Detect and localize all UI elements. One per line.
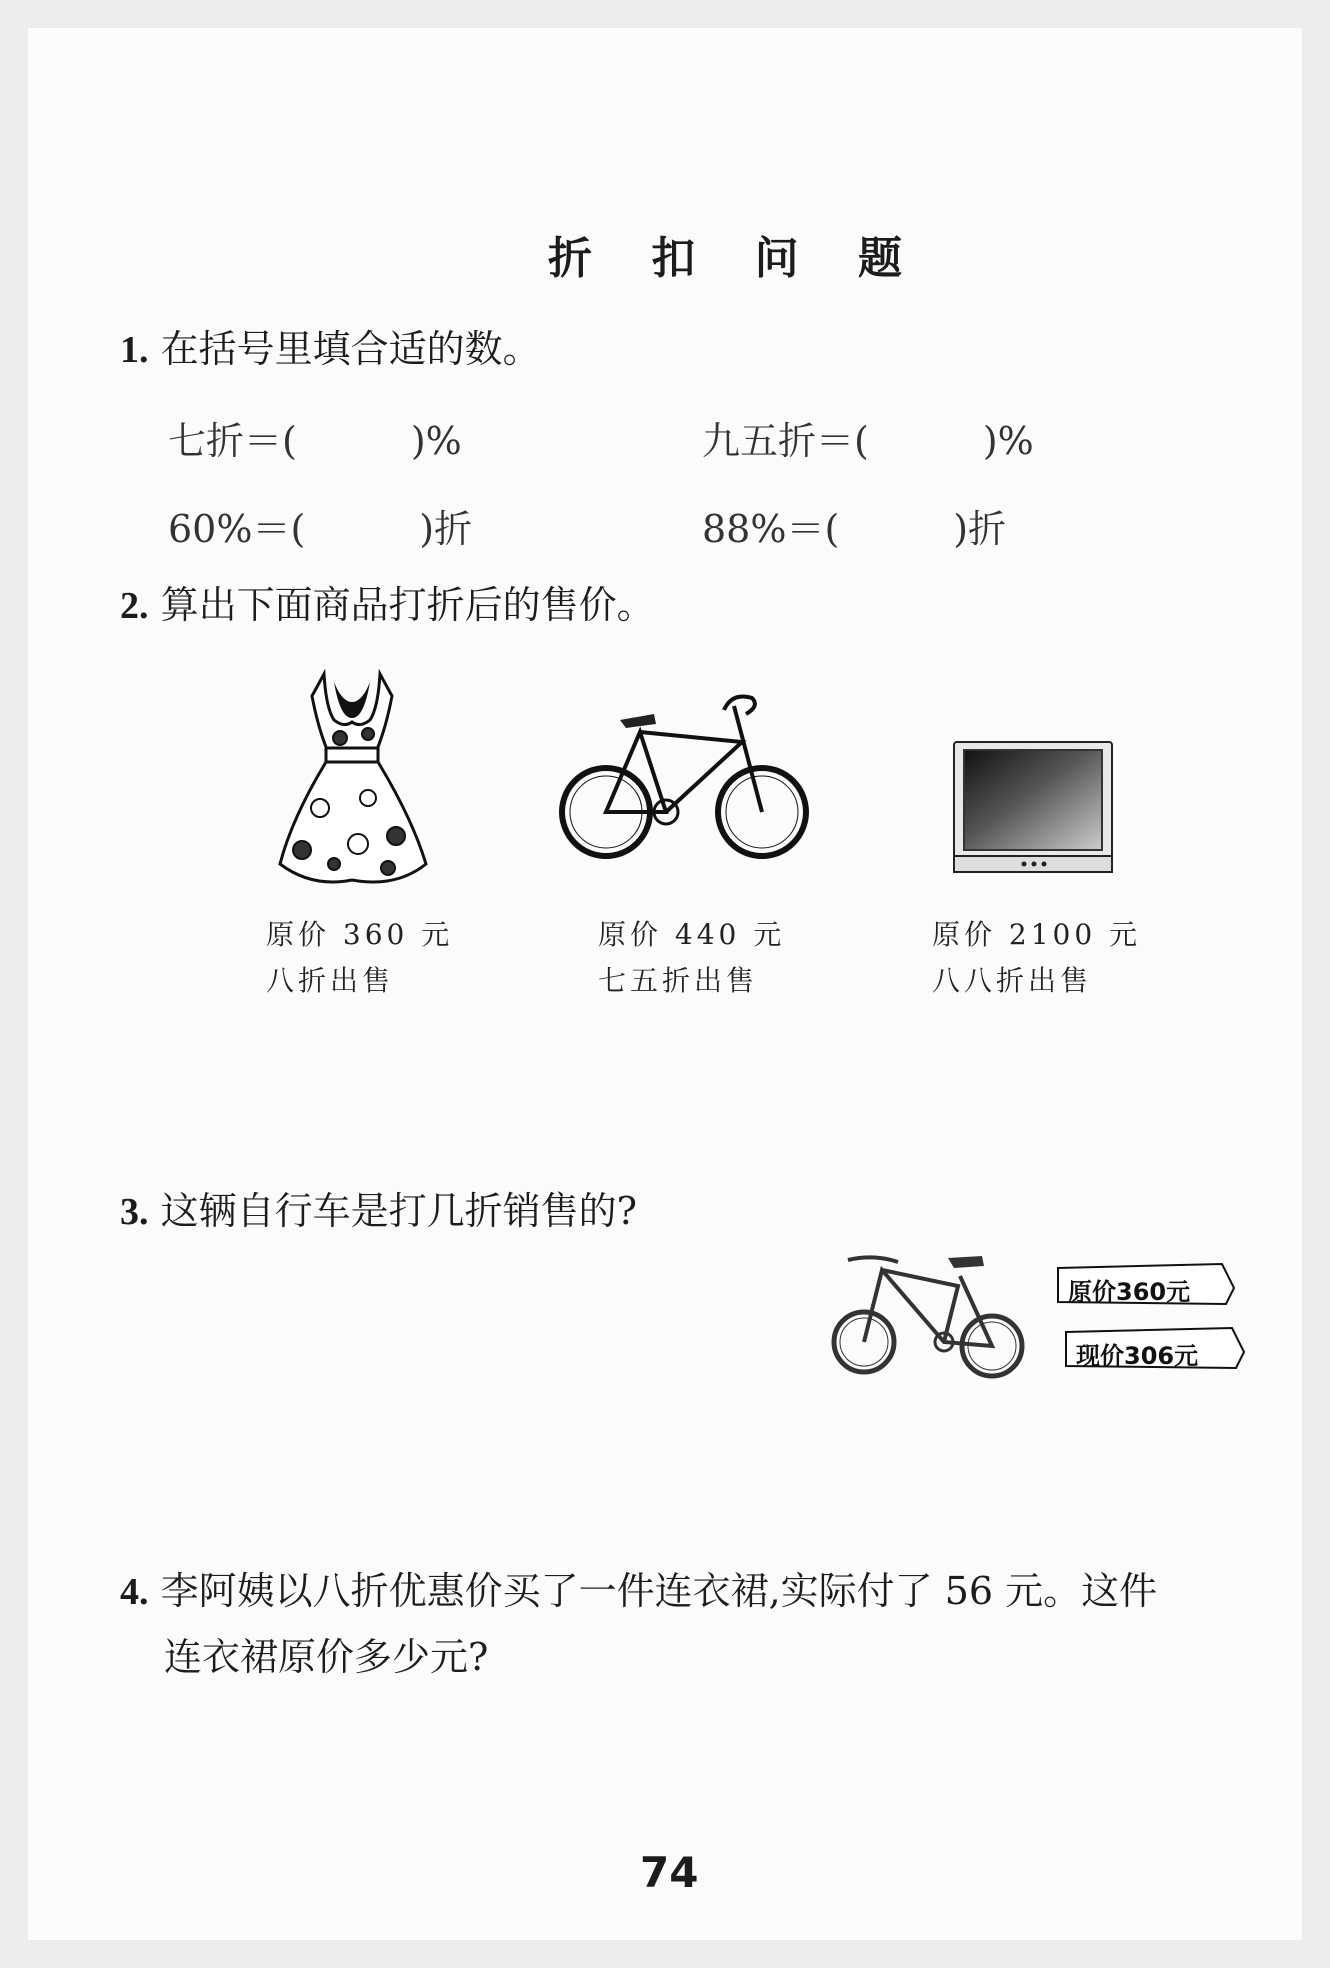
original-price-tag: 原价360元 xyxy=(1068,1278,1191,1306)
question-4 xyxy=(120,1560,1157,1615)
discount-label: 七五折出售 xyxy=(598,964,759,997)
page-number: 74 xyxy=(640,1848,699,1897)
bicycle-icon xyxy=(828,1246,1028,1396)
bicycle-icon xyxy=(556,690,812,866)
question-text: 在括号里填合适的数。 xyxy=(160,327,541,371)
question-2 xyxy=(120,574,655,629)
question-number: 4. xyxy=(120,1571,149,1613)
product-caption xyxy=(932,912,1141,1004)
question-text: 这辆自行车是打几折销售的? xyxy=(160,1189,637,1233)
fill-blank-item: 60%＝( )折 xyxy=(168,507,473,551)
question-number: 2. xyxy=(120,585,149,627)
dress-icon xyxy=(272,668,432,890)
question-3 xyxy=(120,1180,637,1235)
discount-label: 八折出售 xyxy=(266,964,395,997)
question-number: 3. xyxy=(120,1191,149,1233)
original-price-label: 原价 2100 元 xyxy=(932,918,1142,951)
fill-blank-item: 九五折＝( )% xyxy=(702,419,1034,463)
question-1 xyxy=(120,318,541,373)
fill-blank-item: 88%＝( )折 xyxy=(702,507,1007,551)
product-caption xyxy=(266,912,453,1004)
question-number: 1. xyxy=(120,329,149,371)
question-text: 算出下面商品打折后的售价。 xyxy=(160,583,655,627)
page-title: 折 扣 问 题 xyxy=(548,233,924,284)
discount-label: 八八折出售 xyxy=(932,964,1093,997)
original-price-label: 原价 360 元 xyxy=(266,918,454,951)
original-price-label: 原价 440 元 xyxy=(598,918,786,951)
television-icon xyxy=(952,740,1114,878)
current-price-tag: 现价306元 xyxy=(1076,1342,1199,1370)
question-text: 李阿姨以八折优惠价买了一件连衣裙,实际付了 56 元。这件 xyxy=(160,1569,1158,1613)
question-text-continued: 连衣裙原价多少元? xyxy=(164,1635,489,1679)
product-caption xyxy=(598,912,785,1004)
fill-blank-item: 七折＝( )% xyxy=(168,419,462,463)
